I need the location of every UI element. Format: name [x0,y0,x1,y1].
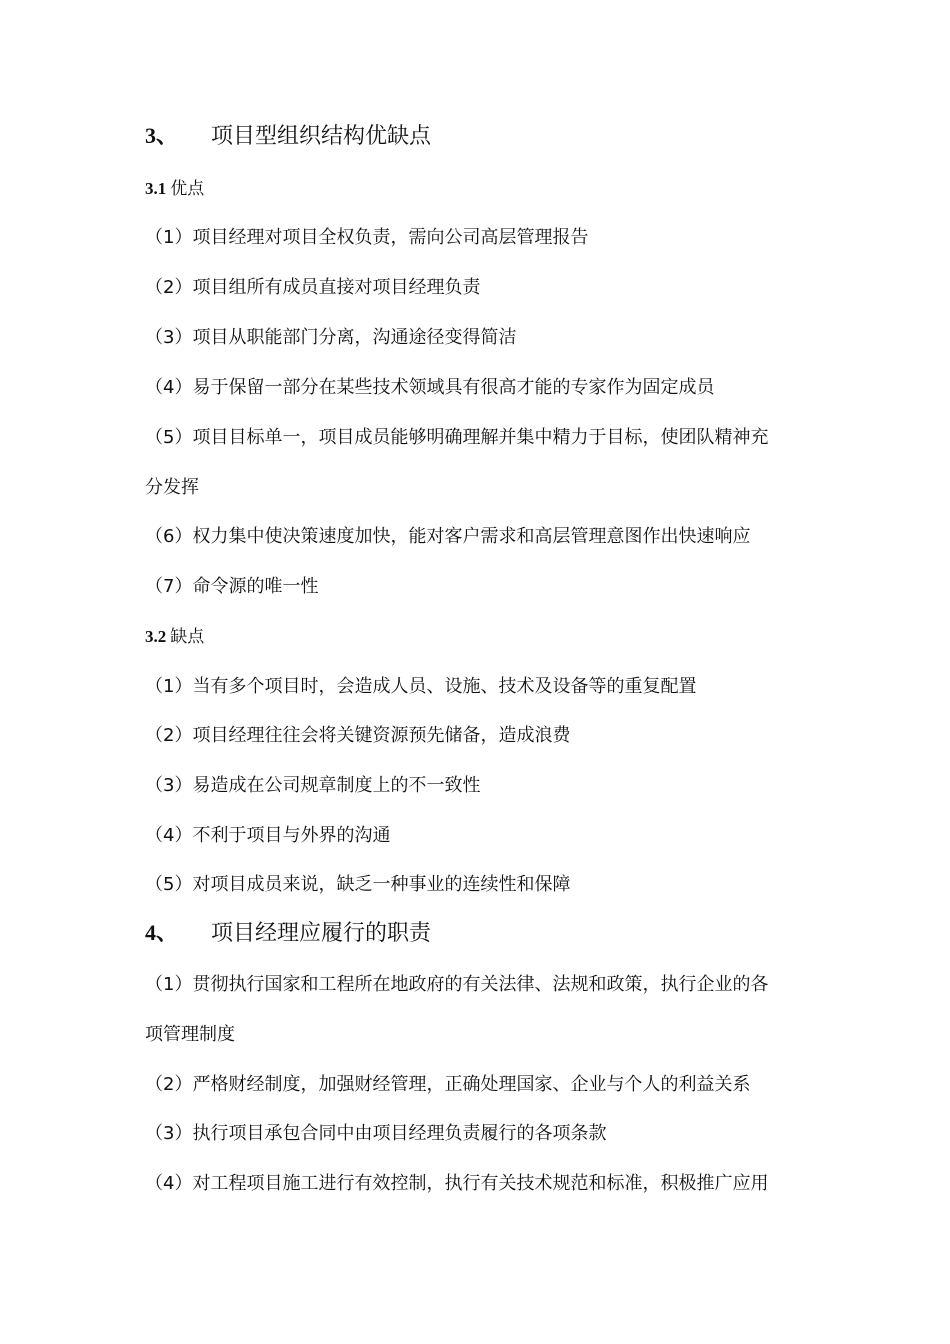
list-item: （5）对项目成员来说，缺乏一种事业的连续性和保障 [145,874,571,895]
list-item: （3）执行项目承包合同中由项目经理负责履行的各项条款 [145,1123,607,1144]
subsection-title: 优点 [170,179,205,199]
list-item: （6）权力集中使决策速度加快，能对客户需求和高层管理意图作出快速响应 [145,526,751,547]
subsection-heading-3-2 [145,625,204,649]
list-item: （2）严格财经制度，加强财经管理，正确处理国家、企业与个人的利益关系 [145,1074,751,1095]
list-item: （1）当有多个项目时，会造成人员、设施、技术及设备等的重复配置 [145,676,697,697]
list-item: （4）易于保留一部分在某些技术领域具有很高才能的专家作为固定成员 [145,377,715,398]
list-item-continuation: 项管理制度 [145,1024,235,1045]
section-number: 4、 [145,920,179,945]
list-item: （3）易造成在公司规章制度上的不一致性 [145,775,481,796]
section-title: 项目型组织结构优缺点 [211,124,432,149]
subsection-number: 3.1 [145,179,167,198]
list-item: （1）贯彻执行国家和工程所在地政府的有关法律、法规和政策，执行企业的各 [145,974,769,995]
list-item: （4）不利于项目与外界的沟通 [145,825,391,846]
section-heading-3 [145,122,431,151]
section-title: 项目经理应履行的职责 [211,921,432,946]
section-heading-4 [145,919,431,948]
list-item: （4）对工程项目施工进行有效控制，执行有关技术规范和标准，积极推广应用 [145,1173,769,1194]
subsection-number: 3.2 [145,627,167,646]
list-item: （3）项目从职能部门分离，沟通途径变得简洁 [145,327,517,348]
list-item: （2）项目经理往往会将关键资源预先储备，造成浪费 [145,725,571,746]
list-item-continuation: 分发挥 [145,477,199,498]
subsection-title: 缺点 [170,627,205,647]
subsection-heading-3-1 [145,177,204,201]
list-item: （7）命令源的唯一性 [145,576,319,597]
section-number: 3、 [145,123,179,148]
list-item: （1）项目经理对项目全权负责，需向公司高层管理报告 [145,227,589,248]
list-item: （5）项目目标单一，项目成员能够明确理解并集中精力于目标，使团队精神充 [145,427,769,448]
list-item: （2）项目组所有成员直接对项目经理负责 [145,277,481,298]
